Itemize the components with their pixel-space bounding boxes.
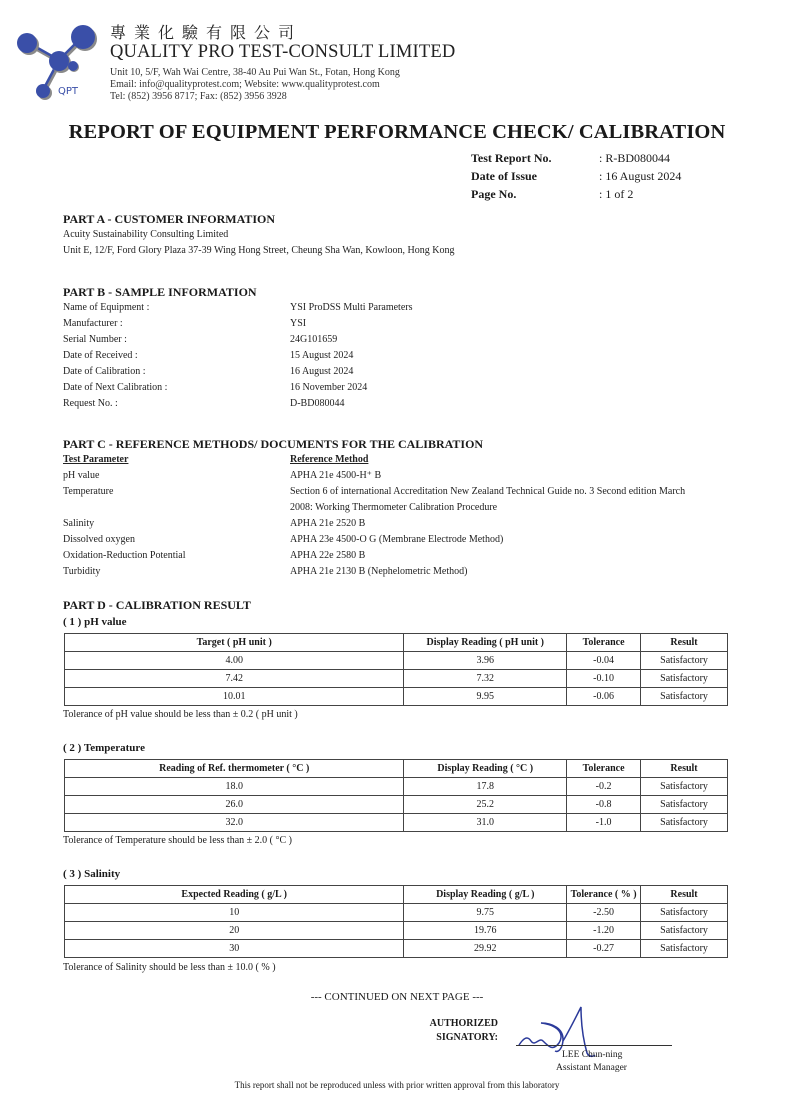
cell-reading: 7.32 (404, 670, 567, 688)
meta-label: Date of Issue (471, 169, 537, 183)
method-orp: APHA 22e 2580 B (290, 550, 366, 561)
part-b-title: PART B - SAMPLE INFORMATION (63, 285, 257, 299)
table-row (65, 652, 728, 670)
field-value-manufacturer: YSI (290, 318, 307, 329)
parameter-ph: pH value (63, 470, 100, 481)
cell-tolerance: -0.2 (567, 778, 641, 796)
field-label: Request No. : (63, 398, 118, 409)
cell-target: 4.00 (65, 652, 404, 670)
field-value-next-calibration: 16 November 2024 (290, 382, 368, 393)
parameter-dissolved-oxygen: Dissolved oxygen (63, 534, 135, 545)
col-header-reference-method: Reference Method (290, 454, 369, 465)
part-d-title: PART D - CALIBRATION RESULT (63, 598, 251, 612)
meta-label: Page No. (471, 187, 517, 201)
field-value-received: 15 August 2024 (290, 350, 354, 361)
cell-result: Satisfactory (641, 670, 728, 688)
cell-result: Satisfactory (641, 922, 728, 940)
signer-name: LEE Chun-ning (562, 1050, 623, 1060)
authorized-label-line2: SIGNATORY: (436, 1032, 498, 1043)
company-logo (10, 14, 100, 102)
ph-tolerance-note: Tolerance of pH value should be less than ± 0.2 ( pH unit ) (63, 709, 298, 720)
cell-tolerance: -0.8 (567, 796, 641, 814)
cell-reading: 31.0 (404, 814, 567, 832)
field-value-request: D-BD080044 (290, 398, 345, 409)
header-display-reading: Display Reading ( g/L ) (404, 886, 567, 904)
cell-reading: 19.76 (404, 922, 567, 940)
table-row (65, 796, 728, 814)
parameter-turbidity: Turbidity (63, 566, 101, 577)
ph-section-title: ( 1 ) pH value (63, 616, 127, 628)
cell-reading: 25.2 (404, 796, 567, 814)
company-name-chinese: 專業化驗有限公司 (110, 25, 303, 42)
cell-tolerance: -0.06 (567, 688, 641, 706)
logo-text: QPT (58, 86, 79, 97)
field-label: Date of Next Calibration : (63, 382, 168, 393)
authorized-signatory-label (400, 1017, 498, 1045)
meta-value: : R-BD080044 (599, 151, 671, 165)
part-a-title: PART A - CUSTOMER INFORMATION (63, 212, 276, 226)
continued-notice: --- CONTINUED ON NEXT PAGE --- (310, 991, 484, 1003)
col-header-test-parameter: Test Parameter (63, 454, 129, 465)
header-target: Target ( pH unit ) (65, 634, 404, 652)
header-result: Result (641, 886, 728, 904)
header-result: Result (641, 634, 728, 652)
molecule-logo-icon (10, 14, 100, 102)
header-reference-reading: Reading of Ref. thermometer ( °C ) (65, 760, 404, 778)
ph-results-table (64, 633, 728, 706)
method-salinity: APHA 21e 2520 B (290, 518, 366, 529)
report-title: REPORT OF EQUIPMENT PERFORMANCE CHECK/ CALIBRATION (68, 121, 726, 143)
field-label: Serial Number : (63, 334, 127, 345)
meta-value: : 1 of 2 (599, 187, 634, 201)
temperature-results-table (64, 759, 728, 832)
cell-target: 7.42 (65, 670, 404, 688)
cell-expected: 10 (65, 904, 404, 922)
parameter-salinity: Salinity (63, 518, 95, 529)
company-name-english: QUALITY PRO TEST-CONSULT LIMITED (110, 42, 456, 62)
table-header-row (65, 634, 728, 652)
cell-reading: 9.95 (404, 688, 567, 706)
signature-line (516, 1045, 672, 1046)
parameter-orp: Oxidation-Reduction Potential (63, 550, 186, 561)
cell-result: Satisfactory (641, 778, 728, 796)
field-value-serial: 24G101659 (290, 334, 338, 345)
salinity-section-title: ( 3 ) Salinity (63, 868, 121, 880)
table-row (65, 940, 728, 958)
part-c-title: PART C - REFERENCE METHODS/ DOCUMENTS FOR THE CALIBRATION (63, 437, 484, 451)
method-temperature: Section 6 of international Accreditation New Zealand Technical Guide no. 3 Second edition March (290, 486, 686, 497)
cell-result: Satisfactory (641, 688, 728, 706)
field-label: Date of Received : (63, 350, 138, 361)
header-result: Result (641, 760, 728, 778)
method-ph: APHA 21e 4500-H⁺ B (290, 470, 382, 481)
cell-result: Satisfactory (641, 652, 728, 670)
meta-value: : 16 August 2024 (599, 169, 682, 183)
header-tolerance: Tolerance ( % ) (567, 886, 641, 904)
cell-reference: 32.0 (65, 814, 404, 832)
header-display-reading: Display Reading ( °C ) (404, 760, 567, 778)
cell-expected: 30 (65, 940, 404, 958)
customer-name: Acuity Sustainability Consulting Limited (63, 229, 229, 240)
method-dissolved-oxygen: APHA 23e 4500-O G (Membrane Electrode Method) (290, 534, 504, 545)
meta-label: Test Report No. (471, 151, 552, 165)
reproduction-disclaimer: This report shall not be reproduced unless with prior written approval from this laboratory (234, 1080, 560, 1090)
cell-reference: 18.0 (65, 778, 404, 796)
authorized-label-line1: AUTHORIZED (429, 1018, 498, 1029)
table-row (65, 778, 728, 796)
cell-tolerance: -1.0 (567, 814, 641, 832)
cell-reference: 26.0 (65, 796, 404, 814)
signer-title: Assistant Manager (556, 1063, 627, 1073)
field-value-calibration: 16 August 2024 (290, 366, 354, 377)
cell-result: Satisfactory (641, 814, 728, 832)
header-expected-reading: Expected Reading ( g/L ) (65, 886, 404, 904)
cell-reading: 17.8 (404, 778, 567, 796)
table-header-row (65, 886, 728, 904)
cell-reading: 3.96 (404, 652, 567, 670)
cell-target: 10.01 (65, 688, 404, 706)
field-value-equipment: YSI ProDSS Multi Parameters (290, 302, 413, 313)
method-turbidity: APHA 21e 2130 B (Nephelometric Method) (290, 566, 468, 577)
field-label: Date of Calibration : (63, 366, 146, 377)
cell-reading: 9.75 (404, 904, 567, 922)
table-row (65, 670, 728, 688)
salinity-tolerance-note: Tolerance of Salinity should be less than ± 10.0 ( % ) (63, 962, 276, 973)
company-email-website: Email: info@qualityprotest.com; Website: www.qualityprotest.com (110, 79, 380, 90)
table-row (65, 814, 728, 832)
table-row (65, 688, 728, 706)
cell-tolerance: -2.50 (567, 904, 641, 922)
cell-tolerance: -0.27 (567, 940, 641, 958)
method-temperature-line2: 2008: Working Thermometer Calibration Procedure (290, 502, 498, 513)
cell-result: Satisfactory (641, 796, 728, 814)
cell-tolerance: -0.04 (567, 652, 641, 670)
customer-address: Unit E, 12/F, Ford Glory Plaza 37-39 Wing Hong Street, Cheung Sha Wan, Kowloon, Hong Kong (63, 245, 455, 256)
temperature-section-title: ( 2 ) Temperature (63, 742, 145, 754)
cell-reading: 29.92 (404, 940, 567, 958)
temperature-tolerance-note: Tolerance of Temperature should be less than ± 2.0 ( °C ) (63, 835, 292, 846)
cell-expected: 20 (65, 922, 404, 940)
header-tolerance: Tolerance (567, 634, 641, 652)
table-header-row (65, 760, 728, 778)
table-row (65, 904, 728, 922)
header-tolerance: Tolerance (567, 760, 641, 778)
table-row (65, 922, 728, 940)
salinity-results-table (64, 885, 728, 958)
cell-tolerance: -1.20 (567, 922, 641, 940)
cell-result: Satisfactory (641, 940, 728, 958)
parameter-temperature: Temperature (63, 486, 114, 497)
cell-tolerance: -0.10 (567, 670, 641, 688)
company-address: Unit 10, 5/F, Wah Wai Centre, 38-40 Au Pui Wan St., Fotan, Hong Kong (110, 67, 400, 78)
company-tel-fax: Tel: (852) 3956 8717; Fax: (852) 3956 3928 (110, 91, 287, 102)
header-display-reading: Display Reading ( pH unit ) (404, 634, 567, 652)
cell-result: Satisfactory (641, 904, 728, 922)
field-label: Manufacturer : (63, 318, 123, 329)
field-label: Name of Equipment : (63, 302, 150, 313)
